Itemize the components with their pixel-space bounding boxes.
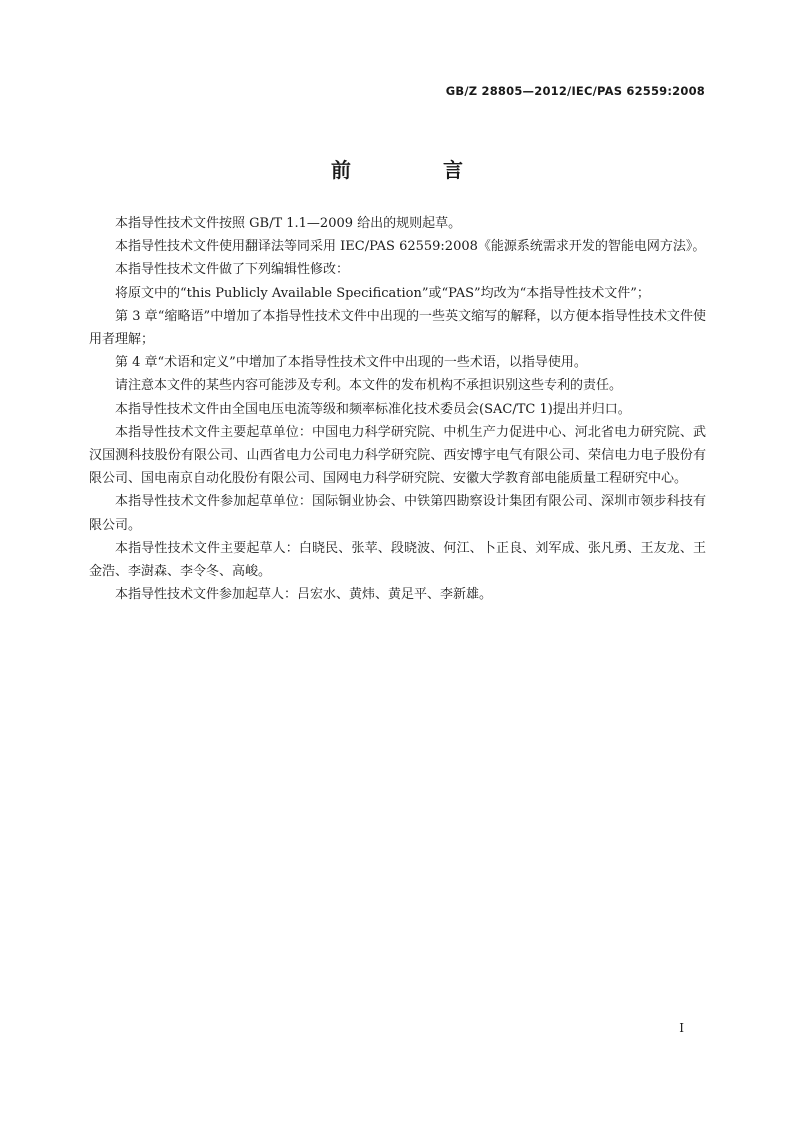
foreword-body xyxy=(89,212,706,606)
standard-number-header: GB/Z 28805—2012/IEC/PAS 62559:2008 xyxy=(445,84,705,98)
paragraph-main-drafting-units: 本指导性技术文件主要起草单位：中国电力科学研究院、中机生产力促进中心、河北省电力研究院、武汉国测科技股份有限公司、山西省电力公司电力科学研究院、西安博宇电气有限公司、荣信电力电子股份有限公司、国电南京自动化股份有限公司、国网电力科学研究院、安徽大学教育部电能质量工程研究中心。 xyxy=(89,424,706,487)
paragraph-adoption: 本指导性技术文件使用翻译法等同采用 IEC/PAS 62559:2008《能源系统需求开发的智能电网方法》。 xyxy=(115,239,706,255)
paragraph-editorial-changes: 本指导性技术文件做了下列编辑性修改： xyxy=(115,262,350,278)
paragraph-change-2: 第 3 章“缩略语”中增加了本指导性技术文件中出现的一些英文缩写的解释，以方便本指导性技术文件使用者理解； xyxy=(89,308,706,348)
paragraph-drafting-rules: 本指导性技术文件按照 GB/T 1.1—2009 给出的规则起草。 xyxy=(115,216,462,231)
paragraph-participating-drafters: 本指导性技术文件参加起草人：吕宏水、黄炜、黄足平、李新雄。 xyxy=(115,587,493,603)
paragraph-proposer: 本指导性技术文件由全国电压电流等级和频率标准化技术委员会(SAC/TC 1)提出并归口。 xyxy=(115,401,631,417)
page-title: 前 言 xyxy=(331,158,499,182)
paragraph-change-1: 将原文中的“this Publicly Available Specification”或“PAS”均改为“本指导性技术文件”； xyxy=(115,285,650,301)
paragraph-change-3: 第 4 章“术语和定义”中增加了本指导性技术文件中出现的一些术语，以指导使用。 xyxy=(115,355,587,371)
paragraph-patent-notice: 请注意本文件的某些内容可能涉及专利。本文件的发布机构不承担识别这些专利的责任。 xyxy=(115,378,623,394)
page-number: I xyxy=(679,1021,684,1035)
paragraph-participating-units: 本指导性技术文件参加起草单位：国际铜业协会、中铁第四勘察设计集团有限公司、深圳市领步科技有限公司。 xyxy=(89,494,706,533)
paragraph-main-drafters: 本指导性技术文件主要起草人：白晓民、张苹、段晓波、何江、卜正良、刘军成、张凡勇、王友龙、王金浩、李澍森、李令冬、高峻。 xyxy=(89,540,706,580)
